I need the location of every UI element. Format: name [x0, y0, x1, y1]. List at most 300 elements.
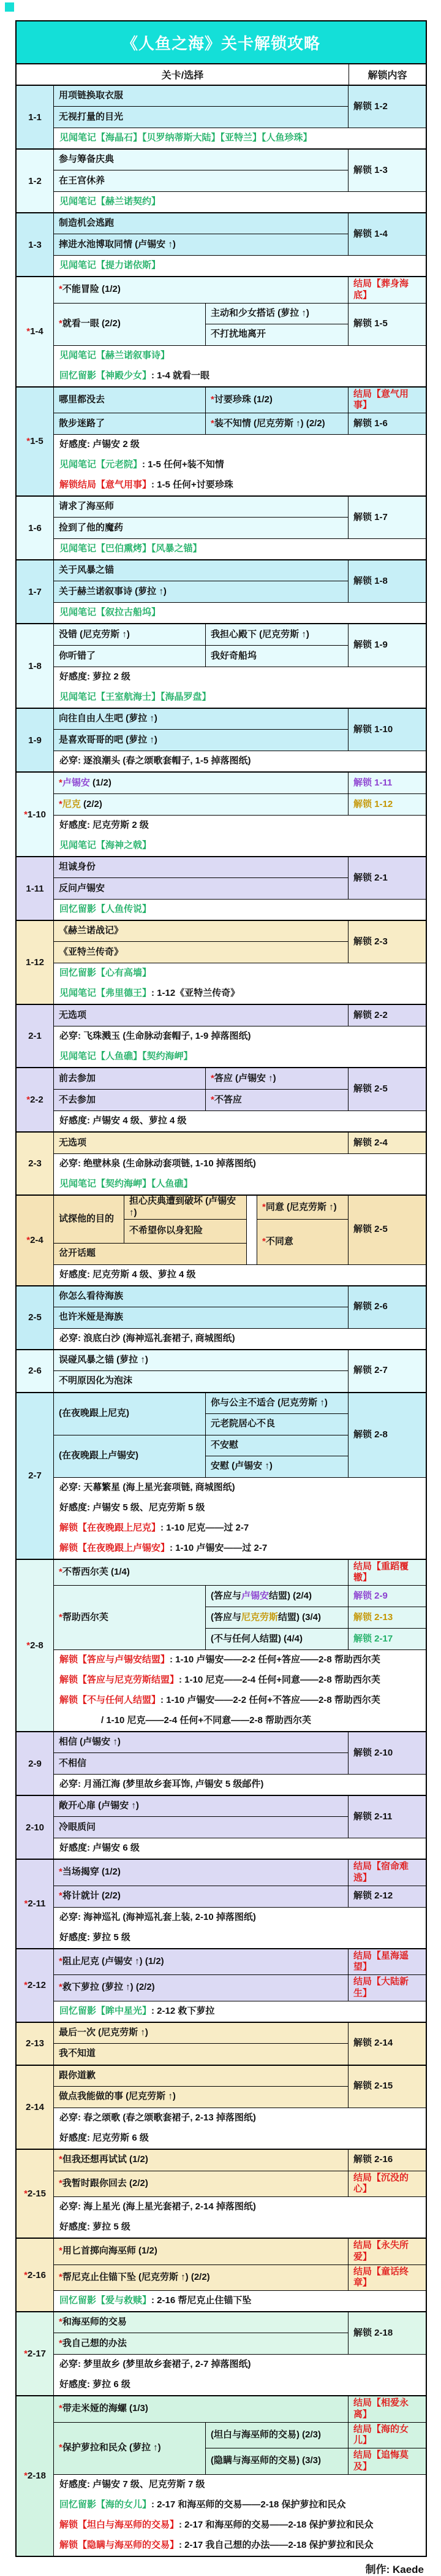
text-segment: : 1-4 就看一眼	[151, 370, 210, 381]
stage-id	[17, 709, 54, 771]
text-segment: *	[211, 394, 214, 405]
text-segment: 解锁 2-18	[353, 2327, 393, 2338]
unlock-cell	[349, 1586, 426, 1607]
text-segment: 不去参加	[59, 1094, 96, 1105]
text-segment: 救下萝拉 (萝拉 ↑) (2/2)	[62, 1982, 155, 1993]
text-segment: 参与筹备庆典	[59, 154, 115, 165]
choice-cell	[54, 1090, 206, 1110]
cell-cluster	[54, 1196, 426, 1265]
stage-rows	[54, 1286, 426, 1349]
text-segment: 2-7	[28, 1470, 42, 1481]
text-segment: *	[59, 2245, 62, 2257]
stage-rows	[54, 277, 426, 386]
text-segment: (答应与	[211, 1590, 241, 1601]
text-segment: 解锁 2-11	[353, 1811, 393, 1822]
unlock-cell	[349, 1133, 426, 1153]
choice-cell	[54, 2312, 348, 2333]
stage-rows	[54, 2396, 426, 2556]
cell-cluster	[54, 1068, 426, 1111]
unlock-cell	[349, 1629, 426, 1649]
unlock-cell	[349, 857, 426, 899]
note-row	[54, 963, 426, 984]
text-segment: 前去参加	[59, 1072, 96, 1084]
stage-group	[17, 1196, 426, 1286]
stage-id	[17, 388, 54, 496]
cell-cluster	[54, 1068, 349, 1110]
notes-block	[54, 192, 426, 212]
text-segment: 见闻笔记【海神之戟】	[59, 840, 152, 851]
text-segment: 解锁 2-1	[353, 872, 388, 883]
stage-rows	[54, 921, 426, 1004]
cell-cluster	[54, 497, 349, 538]
note-row	[54, 836, 426, 856]
note-row	[54, 2217, 426, 2238]
choice-cell	[54, 1732, 348, 1753]
cell-cluster	[54, 86, 426, 128]
text-segment: *	[211, 1072, 214, 1084]
text-segment: 必穿: 浪底白沙 (海神巡礼套裙子, 商城图纸)	[59, 1332, 235, 1343]
note-row	[54, 687, 426, 708]
choice-cell	[54, 1393, 206, 1435]
unlock-cell	[349, 1350, 426, 1392]
choice-cell	[124, 1196, 246, 1220]
text-segment: (在夜晚跟上卢锡安)	[59, 1450, 138, 1461]
cell-cluster	[54, 1435, 348, 1477]
cell-cluster	[206, 1435, 348, 1477]
choice-cell	[54, 234, 348, 255]
unlock-cell	[349, 2171, 426, 2197]
stage-group	[17, 497, 426, 560]
cell-cluster	[206, 304, 349, 345]
stage-group	[17, 921, 426, 1005]
unlock-cell	[349, 277, 426, 303]
text-segment: 你听错了	[59, 650, 96, 661]
notes-block	[54, 1154, 426, 1194]
text-segment: (隐瞒与海巫师的交易) (3/3)	[211, 2455, 322, 2466]
choice-cell	[54, 581, 348, 602]
note-row	[54, 1026, 426, 1047]
note-row	[54, 2355, 426, 2375]
text-segment: 1-7	[28, 586, 42, 597]
choice-cell	[54, 646, 206, 667]
notes-block	[54, 816, 426, 856]
stage-group	[17, 2066, 426, 2150]
text-segment: 2-6	[28, 1366, 42, 1376]
text-segment: 2-16	[27, 2269, 46, 2280]
choice-cell	[54, 1005, 349, 1026]
cell-cluster	[54, 709, 426, 751]
stage-group	[17, 388, 426, 497]
cell-cluster	[54, 1090, 348, 1110]
cell-cluster	[257, 1196, 349, 1264]
choice-cell	[206, 1090, 348, 1110]
text-segment: 无选项	[59, 1009, 87, 1020]
cell-cluster	[54, 1286, 426, 1329]
text-segment: 关于赫兰诺叙事诗 (萝拉 ↑)	[59, 586, 167, 597]
note-row	[54, 455, 426, 475]
stage-id	[17, 2150, 54, 2238]
text-segment: 尼克劳斯	[241, 1611, 279, 1622]
stage-id	[17, 2312, 54, 2395]
note-row	[54, 1047, 426, 1067]
unlock-cell	[349, 2150, 426, 2171]
text-segment: 2-10	[25, 1822, 45, 1833]
text-segment: 1-3	[28, 239, 42, 250]
text-segment: 不希望你以身犯险	[129, 1225, 203, 1236]
stage-id	[17, 150, 54, 212]
text-segment: 请求了海巫师	[59, 501, 115, 512]
stage-id	[17, 1796, 54, 1859]
text-segment: 我不知道	[59, 2048, 96, 2059]
stage-group	[17, 1796, 426, 1860]
text-segment: 解锁 2-5	[353, 1224, 388, 1235]
choice-cell	[54, 857, 348, 878]
stage-rows	[54, 1949, 426, 2022]
cell-cluster	[206, 1586, 426, 1607]
choice-cell	[206, 2423, 349, 2448]
notes-block	[54, 2108, 426, 2149]
stage-group	[17, 1068, 426, 1133]
choice-cell	[54, 107, 348, 128]
text-segment: 解锁【在夜晚跟上尼克】	[59, 1522, 161, 1533]
text-segment: 讨要珍珠 (1/2)	[214, 394, 273, 405]
choice-cell	[54, 1244, 246, 1264]
text-segment: *	[59, 1867, 62, 1878]
text-segment: 解锁 2-9	[353, 1590, 388, 1601]
text-segment: 保护萝拉和民众 (萝拉 ↑)	[62, 2442, 161, 2453]
text-segment: 我好奇船坞	[211, 650, 257, 661]
text-segment: *	[26, 436, 31, 447]
text-segment: 好感度: 卢锡安 4 级、萝拉 4 级	[59, 1115, 187, 1126]
cell-cluster	[54, 2066, 426, 2108]
text-segment: 结局【永失所爱】	[353, 2240, 409, 2262]
stage-rows	[54, 1796, 426, 1859]
cell-cluster	[54, 857, 349, 899]
text-segment: 解锁【答应与尼克劳斯结盟】	[59, 1675, 179, 1686]
choice-cell	[54, 1560, 349, 1586]
text-segment: 解锁【答应与卢锡安结盟】	[59, 1654, 170, 1665]
notes-block	[54, 2475, 426, 2556]
choice-cell	[206, 1629, 349, 1649]
text-segment: : 2-17 我自己想的办法——2-18 保护萝拉和民众	[179, 2539, 374, 2550]
text-segment: *	[59, 1566, 62, 1577]
text-segment: 好感度: 卢锡安 5 级、尼克劳斯 5 级	[59, 1502, 205, 1513]
stage-group	[17, 1286, 426, 1350]
text-segment: 2-17	[27, 2349, 46, 2359]
text-segment: : 2-12 救下萝拉	[151, 2005, 215, 2016]
unlock-cell	[349, 2312, 426, 2354]
stage-id	[17, 497, 54, 559]
notes-block	[54, 435, 426, 495]
choice-cell	[206, 624, 348, 645]
note-row	[54, 603, 426, 623]
note-row	[54, 2375, 426, 2395]
text-segment: 帮尼克止住锚下坠 (尼克劳斯 ↑) (2/2)	[62, 2271, 210, 2282]
stage-group	[17, 560, 426, 624]
text-segment: : 2-17 和海巫师的交易——2-18 保护萝拉和民众	[179, 2519, 374, 2530]
text-segment: *	[59, 2154, 62, 2165]
note-row	[54, 1908, 426, 1928]
choice-cell	[206, 388, 349, 413]
unlock-cell	[349, 388, 426, 413]
choice-cell	[54, 2066, 348, 2087]
stage-rows	[54, 388, 426, 496]
note-row	[54, 2475, 426, 2495]
text-segment: 不明原因化为泡沫	[59, 1375, 133, 1386]
text-segment: 结盟) (2/4)	[269, 1590, 312, 1601]
note-row	[54, 256, 426, 276]
text-segment: 结局【童话终章】	[353, 2266, 409, 2288]
unlock-cell	[349, 1393, 426, 1477]
text-segment: : 2-16 帮尼克止住锚下坠	[151, 2295, 252, 2306]
text-segment: 回忆留影【神殿少女】	[59, 370, 152, 381]
text-segment: 解锁 2-3	[353, 936, 388, 947]
note-row	[54, 192, 426, 212]
choice-cell	[54, 2396, 349, 2422]
choice-cell	[54, 170, 348, 191]
text-segment: 好感度: 卢锡安 7 级、尼克劳斯 7 级	[59, 2479, 205, 2490]
page-title: 《人鱼之海》关卡解锁攻略	[17, 21, 426, 64]
text-segment: 结盟) (3/4)	[278, 1611, 322, 1622]
cell-cluster	[54, 1796, 349, 1838]
choice-cell	[206, 413, 349, 434]
unlock-cell	[349, 560, 426, 602]
choice-cell	[54, 518, 348, 538]
cell-cluster	[54, 1350, 426, 1392]
text-segment: 2-13	[25, 2038, 45, 2049]
cell-cluster	[54, 921, 349, 963]
cell-cluster	[54, 277, 426, 304]
text-segment: 回忆留影【眸中星光】	[59, 2005, 152, 2016]
cell-cluster	[54, 1393, 426, 1478]
text-segment: 1-1	[28, 112, 42, 123]
text-segment: : 1-10 卢锡安——2-2 任何+答应——2-8 帮助西尔芙	[170, 1654, 380, 1665]
text-segment: 散步迷路了	[59, 418, 105, 429]
notes-block	[54, 667, 426, 708]
note-row	[54, 1154, 426, 1174]
cell-cluster	[54, 921, 426, 963]
stage-rows	[54, 86, 426, 148]
text-segment: 用匕首掷向海巫师 (1/2)	[62, 2245, 157, 2257]
choice-cell	[54, 1975, 349, 2001]
choice-cell	[54, 2423, 206, 2474]
choice-cell	[54, 1586, 206, 1649]
stage-rows	[54, 1133, 426, 1194]
unlock-cell	[349, 213, 426, 255]
choice-cell	[54, 1949, 349, 1975]
stage-id	[17, 213, 54, 276]
note-row	[54, 128, 426, 148]
text-segment: (答应与	[211, 1611, 241, 1622]
notes-block	[54, 1026, 426, 1067]
notes-block	[54, 603, 426, 623]
stage-rows	[54, 624, 426, 708]
text-segment: 结局【重蹈覆辙】	[353, 1561, 409, 1583]
text-segment: (坦白与海巫师的交易) (2/3)	[211, 2429, 322, 2440]
stage-rows	[54, 560, 426, 623]
text-segment: 你怎么看待海族	[59, 1290, 124, 1301]
cell-cluster	[54, 150, 426, 192]
text-segment: 解锁【在夜晚跟上卢锡安】	[59, 1542, 170, 1553]
stage-id	[17, 773, 54, 856]
text-segment: 1-5	[30, 436, 43, 447]
text-segment: 最后一次 (尼克劳斯 ↑)	[59, 2027, 148, 2038]
unlock-cell	[349, 1068, 426, 1110]
notes-block	[54, 2355, 426, 2395]
text-segment: 答应 (卢锡安 ↑)	[214, 1072, 276, 1084]
text-segment: *	[59, 2177, 62, 2188]
stage-rows	[54, 1005, 426, 1067]
unlock-cell	[349, 624, 426, 667]
choice-cell	[54, 794, 349, 815]
text-segment: 不同意	[265, 1236, 293, 1247]
text-segment: 解锁 1-8	[353, 575, 388, 586]
text-segment: 跟你道歉	[59, 2070, 96, 2081]
note-row	[54, 2001, 426, 2022]
cell-cluster	[54, 388, 426, 414]
text-segment: *	[59, 798, 62, 809]
cell-cluster	[54, 213, 426, 256]
text-segment: 好感度: 卢锡安 6 级	[59, 1843, 140, 1854]
choice-cell	[54, 2333, 348, 2354]
stage-id	[17, 2239, 54, 2311]
stage-group	[17, 2312, 426, 2396]
text-segment: 误碰风暴之锚 (萝拉 ↑)	[59, 1354, 148, 1365]
cell-cluster	[54, 1350, 349, 1392]
text-segment: 见闻笔记【弗里德王】	[59, 988, 152, 999]
text-segment: 见闻笔记【契约海岬】【人鱼礁】	[59, 1179, 193, 1190]
text-segment: *	[59, 777, 62, 788]
text-segment: *	[262, 1236, 266, 1247]
text-segment: 无选项	[59, 1137, 87, 1148]
text-segment: 就看一眼 (2/2)	[62, 318, 121, 329]
cell-cluster	[206, 2423, 426, 2449]
text-segment: 1-9	[28, 735, 42, 746]
text-segment: 2-2	[30, 1095, 43, 1105]
text-segment: 1-2	[28, 175, 42, 186]
cell-cluster	[206, 1586, 426, 1649]
cell-cluster	[54, 646, 348, 667]
stage-group	[17, 2239, 426, 2312]
stage-group	[17, 1005, 426, 1068]
text-segment: (2/2)	[80, 798, 102, 809]
text-segment: 2-14	[25, 2101, 45, 2112]
note-row	[54, 1265, 426, 1285]
text-segment: 将计就计 (2/2)	[62, 1890, 121, 1901]
unlock-cell	[349, 1196, 426, 1264]
table-header	[17, 64, 426, 86]
choice-cell	[54, 1068, 206, 1089]
note-row	[54, 1650, 426, 1670]
choice-cell	[54, 1886, 349, 1907]
cell-cluster	[54, 1196, 247, 1264]
text-segment: 见闻笔记【巴伯熏烤】【风暴之锚】	[59, 543, 202, 554]
cell-cluster	[54, 1560, 426, 1586]
text-segment: 结局【追悔莫及】	[353, 2450, 409, 2472]
cell-cluster	[54, 213, 349, 255]
unlock-cell	[349, 1732, 426, 1774]
text-segment: 好感度: 卢锡安 2 级	[59, 439, 140, 450]
text-segment: *	[59, 1982, 62, 1993]
text-segment: 解锁 2-10	[353, 1747, 393, 1758]
text-segment: 2-11	[28, 1898, 46, 1909]
cell-cluster	[54, 794, 426, 816]
note-row	[54, 1329, 426, 1349]
choice-cell	[206, 1414, 348, 1435]
unlock-cell	[349, 794, 426, 815]
notes-block	[54, 2197, 426, 2238]
text-segment: *	[24, 1898, 28, 1909]
note-row	[54, 346, 426, 366]
text-segment: 解锁 2-2	[353, 1009, 388, 1020]
cell-cluster	[54, 1860, 426, 1886]
unlock-cell	[349, 2448, 426, 2474]
text-segment: 反问卢锡安	[59, 882, 105, 893]
text-segment: 敞开心扉 (卢锡安 ↑)	[59, 1800, 139, 1811]
text-segment: 解锁 2-8	[353, 1429, 388, 1440]
unlock-cell	[349, 1560, 426, 1586]
note-row	[54, 475, 426, 495]
text-segment: 卢锡安	[241, 1590, 270, 1601]
stage-group	[17, 773, 426, 857]
cell-cluster	[54, 413, 426, 435]
text-segment: 结局【意气用事】	[353, 388, 409, 411]
choice-cell	[54, 277, 349, 303]
notes-block	[54, 2291, 426, 2311]
text-segment: 2-8	[30, 1640, 43, 1651]
cell-cluster	[54, 86, 349, 128]
choice-cell	[257, 1196, 348, 1220]
text-segment: 2-1	[28, 1031, 42, 1041]
stage-id	[17, 1949, 54, 2022]
note-row	[54, 900, 426, 920]
text-segment: 必穿: 逐浪潮头 (春之颂歌套帽子, 1-5 掉落图纸)	[59, 755, 251, 766]
unlock-cell	[349, 1796, 426, 1838]
choice-cell	[54, 497, 348, 518]
cell-cluster	[54, 1796, 426, 1838]
text-segment: 必穿: 春之颂歌 (春之颂歌套裙子, 2-13 掉落图纸)	[59, 2112, 256, 2123]
text-segment: 结局【葬身海底】	[353, 278, 409, 300]
text-segment: 2-4	[30, 1235, 43, 1246]
text-segment: : 1-10 尼克——过 2-7	[160, 1522, 249, 1533]
text-segment: 我自己想的办法	[62, 2337, 127, 2349]
text-segment: 结局【宿命难逃】	[353, 1861, 409, 1883]
stage-group	[17, 2150, 426, 2239]
text-segment: 回忆留影【人鱼传说】	[59, 904, 152, 915]
text-segment: 摔进水池博取同情 (卢锡安 ↑)	[59, 239, 176, 250]
text-segment: 1-8	[28, 660, 42, 671]
stage-rows	[54, 1196, 426, 1285]
text-segment: 必穿: 海上星光 (海上星光套裙子, 2-14 掉落图纸)	[59, 2201, 256, 2212]
choice-cell	[54, 1796, 348, 1817]
stage-rows	[54, 2239, 426, 2311]
text-segment: 好感度: 萝拉 5 级	[59, 2222, 130, 2233]
text-segment: (不与任何人结盟) (4/4)	[211, 1633, 303, 1644]
choice-cell	[54, 2044, 348, 2065]
stage-id	[17, 277, 54, 386]
note-row	[54, 1174, 426, 1194]
text-segment: 结局【星海遥望】	[353, 1950, 409, 1973]
choice-cell	[54, 388, 206, 413]
text-segment: 解锁 2-6	[353, 1301, 388, 1312]
text-segment: 2-9	[28, 1758, 42, 1769]
cell-cluster	[54, 2023, 349, 2065]
text-segment: 好感度: 萝拉 5 级	[59, 1932, 130, 1943]
choice-cell	[54, 1817, 348, 1838]
choice-cell	[247, 1196, 257, 1264]
text-segment: *	[262, 1201, 266, 1212]
text-segment: 回忆留影【心有高墙】	[59, 968, 152, 979]
